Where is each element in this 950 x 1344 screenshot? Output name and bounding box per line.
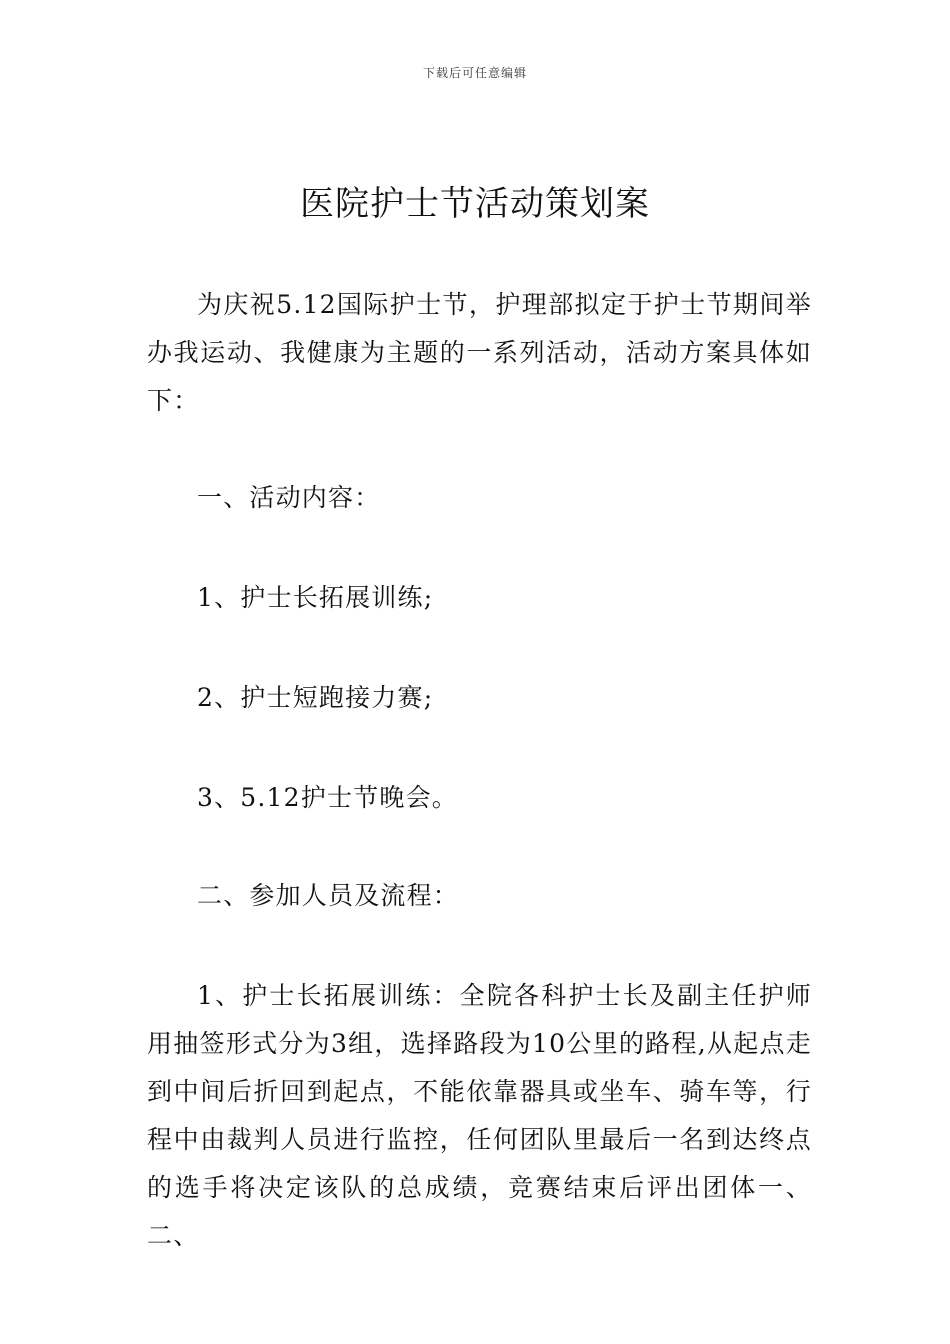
section1-heading-block — [147, 474, 812, 522]
list-item: 2、护士短跑接力赛; — [197, 683, 434, 712]
section1-item-3-block — [147, 774, 812, 822]
document-title: 医院护士节活动策划案 — [300, 184, 650, 224]
section2-heading-block — [147, 872, 812, 920]
section2-paragraph-block — [147, 972, 812, 1260]
section2-heading: 二、参加人员及流程： — [197, 881, 460, 910]
list-item: 1、护士长拓展训练; — [197, 583, 434, 612]
section1-item-2-block — [147, 674, 812, 722]
list-item: 3、5.12护士节晚会。 — [197, 783, 458, 812]
section1-heading: 一、活动内容： — [197, 483, 381, 512]
intro-paragraph-block — [147, 281, 812, 425]
section2-paragraph: 1、护士长拓展训练：全院各科护士长及副主任护师用抽签形式分为3组，选择路段为10公里的路程,从起点走到中间后折回到起点，不能依靠器具或坐车、骑车等，行程中由裁判人员进行监控，任何团队里最后一名到达终点的选手将决定该队的总成绩，竞赛结束后评出团体一、二、 — [147, 981, 812, 1250]
intro-paragraph: 为庆祝5.12国际护士节，护理部拟定于护士节期间举办我运动、我健康为主题的一系列活动，活动方案具体如下： — [147, 290, 812, 415]
section1-item-1-block — [147, 574, 812, 622]
header-note: 下载后可任意编辑 — [422, 66, 527, 80]
